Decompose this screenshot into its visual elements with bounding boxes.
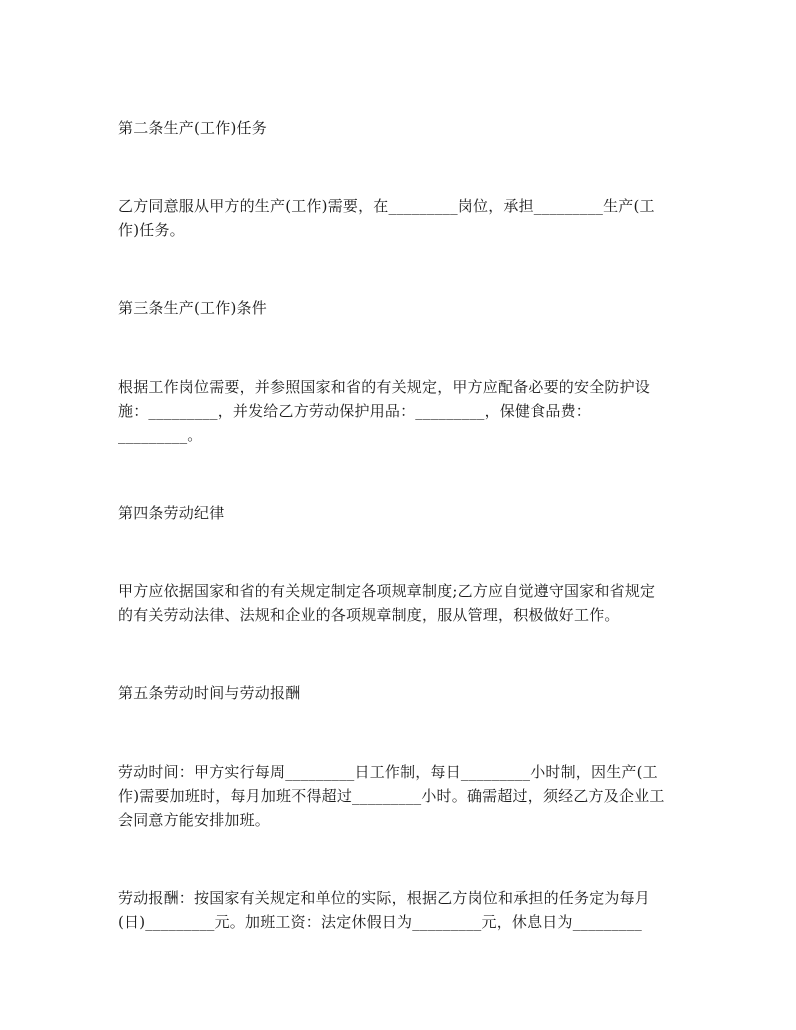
section-4-para-1-line-2: 的有关劳动法律、法规和企业的各项规章制度，服从管理，积极做好工作。 — [118, 606, 620, 624]
section-4-para-1-line-1: 甲方应依据国家和省的有关规定制定各项规章制度;乙方应自觉遵守国家和省规定 — [118, 582, 656, 600]
section-2-para-1-line-1: 乙方同意服从甲方的生产(工作)需要，在_________岗位，承担_________生产(工 — [118, 197, 655, 215]
section-3-para-1-line-1: 根据工作岗位需要，并参照国家和省的有关规定，甲方应配备必要的安全防护设 — [118, 378, 651, 396]
section-4-heading: 第四条劳动纪律 — [118, 504, 225, 522]
section-3-heading: 第三条生产(工作)条件 — [118, 299, 267, 317]
section-2-para-1-line-2: 作)任务。 — [118, 221, 185, 239]
section-5-para-1-line-2: 作)需要加班时，每月加班不得超过_________小时。确需超过，须经乙方及企业工 — [118, 787, 665, 805]
section-5-para-1-line-1: 劳动时间：甲方实行每周_________日工作制，每日_________小时制，因生产(工 — [118, 763, 658, 781]
section-5-para-2-line-1: 劳动报酬：按国家有关规定和单位的实际，根据乙方岗位和承担的任务定为每月 — [118, 889, 651, 907]
section-5-heading: 第五条劳动时间与劳动报酬 — [118, 684, 301, 702]
section-5-para-2-line-2: (日)_________元。加班工资：法定休假日为_________元，休息日为_________ — [118, 913, 643, 931]
section-2-heading: 第二条生产(工作)任务 — [118, 119, 267, 137]
section-3-para-1-line-2: 施：_________，并发给乙方劳动保护用品：_________，保健食品费： — [118, 402, 592, 420]
section-3-para-1-line-3: _________。 — [118, 426, 203, 444]
section-5-para-1-line-3: 会同意方能安排加班。 — [118, 811, 271, 829]
